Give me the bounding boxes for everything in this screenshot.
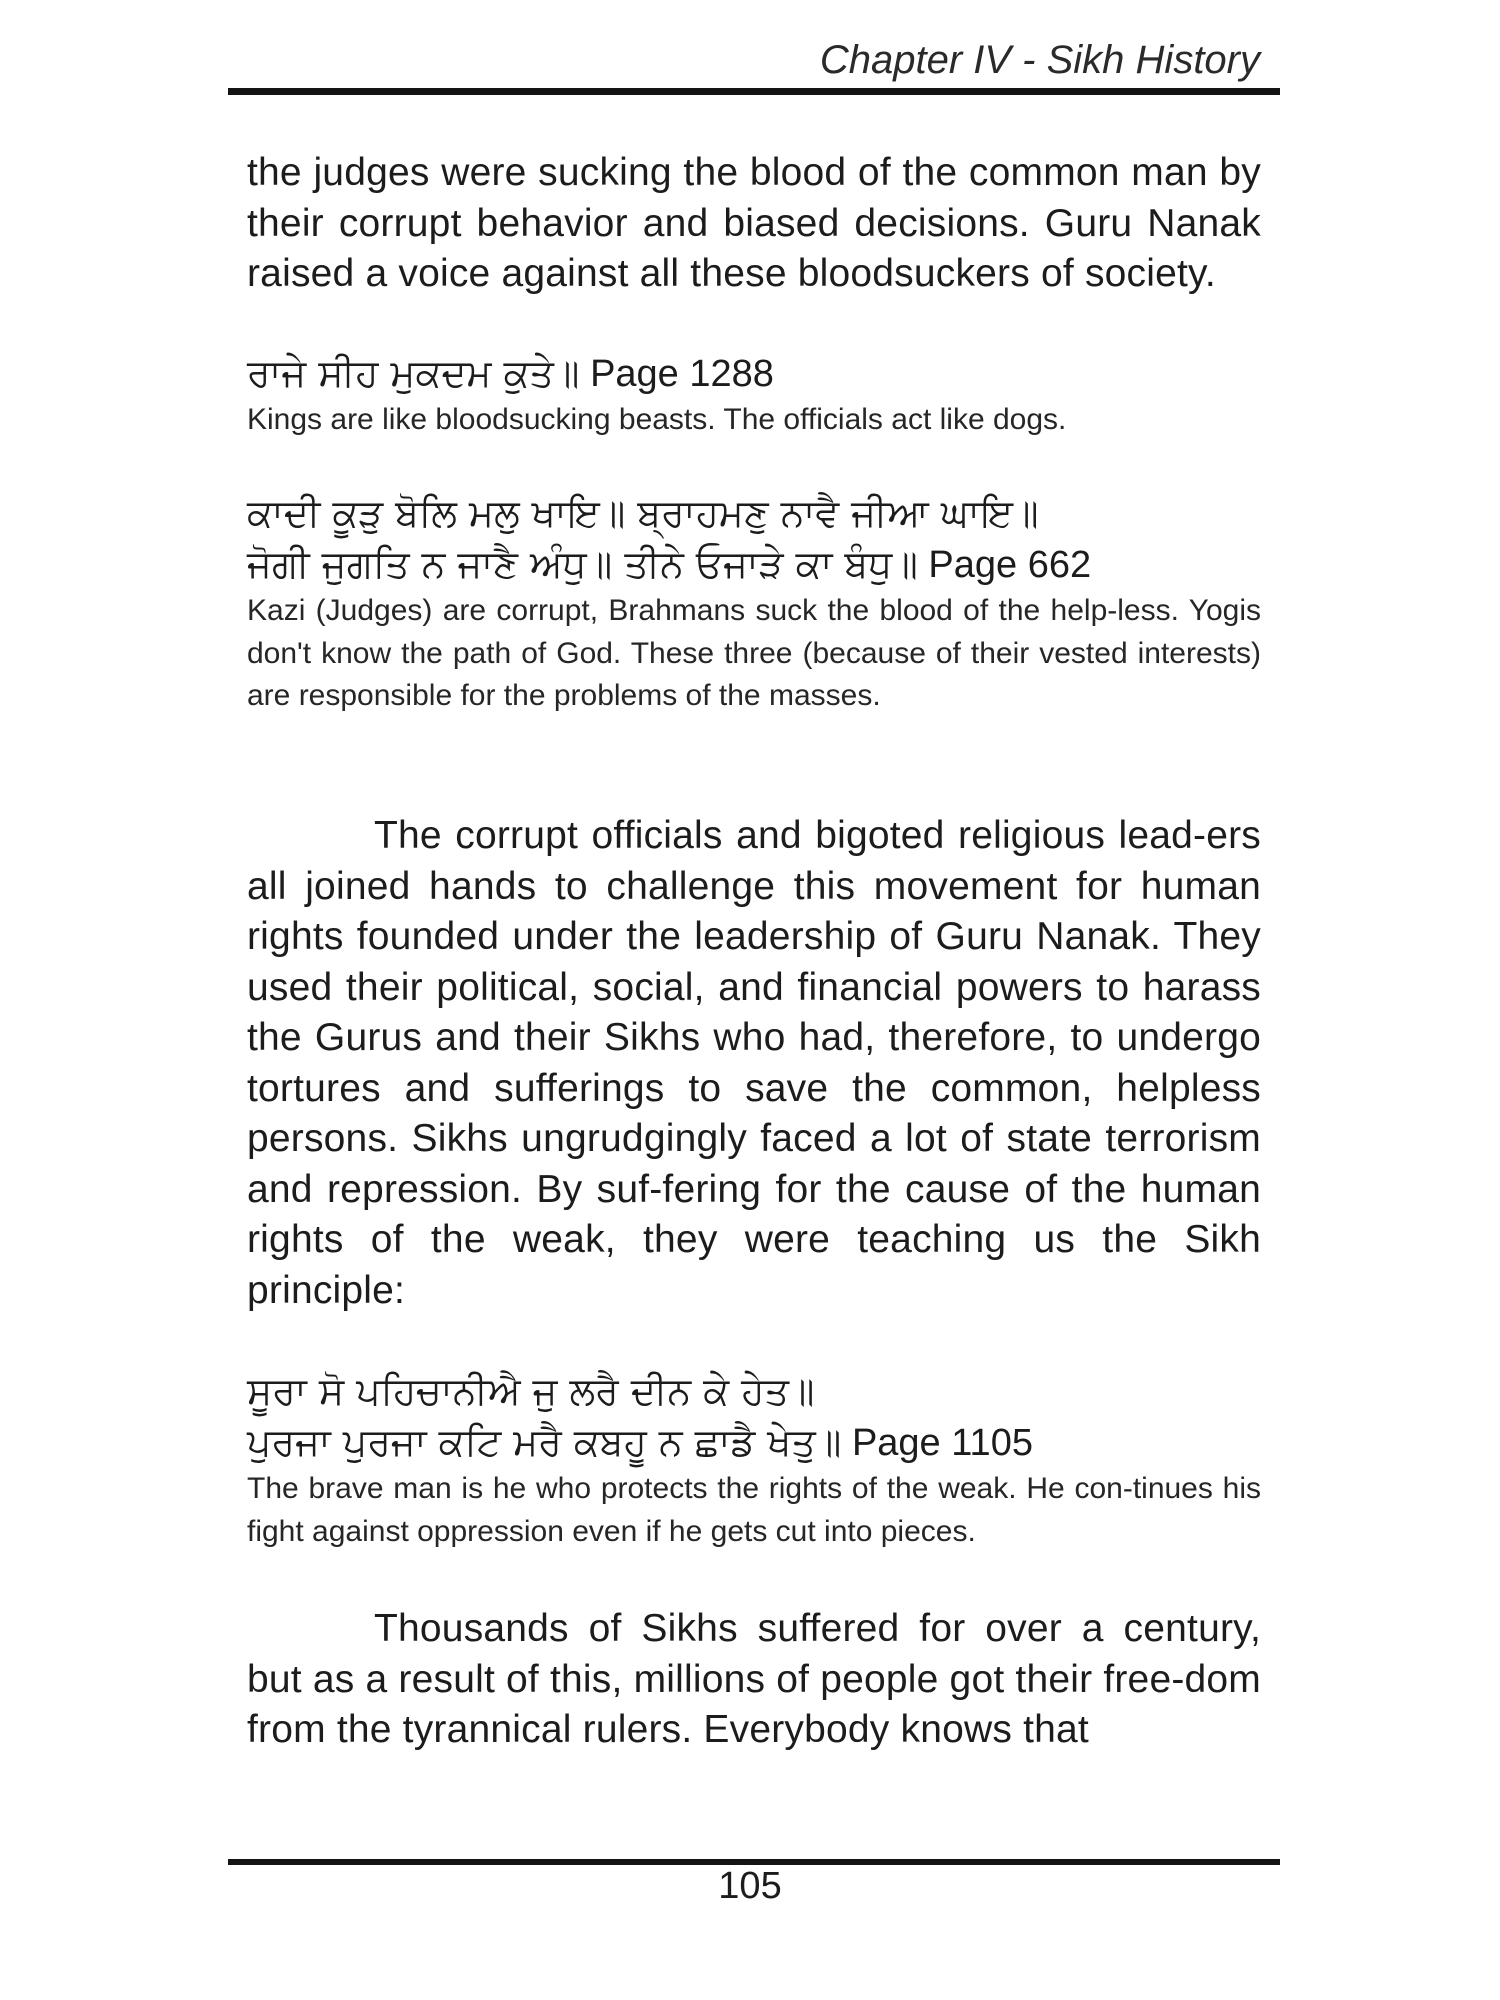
scripture-quote-1 [247,348,1261,442]
gurmukhi-verse: ਸੂਰਾ ਸੋ ਪਹਿਚਾਨੀਐ ਜੁ ਲਰੈ ਦੀਨ ਕੇ ਹੇਤ॥ [247,1369,815,1413]
gurmukhi-verse: ਪੁਰਜਾ ਪੁਰਜਾ ਕਟਿ ਮਰੈ ਕਬਹੂ ਨ ਛਾਡੈ ਖੇਤੁ॥ [247,1420,842,1464]
page-reference: Page 662 [928,544,1092,586]
verse-translation: Kings are like bloodsucking beasts. The officials act like dogs. [247,403,1067,436]
gurmukhi-verse: ਜੋਗੀ ਜੁਗਤਿ ਨ ਜਾਣੈ ਅੰਧੁ॥ ਤੀਨੇ ਓਜਾੜੇ ਕਾ ਬੰਧੁ॥ [247,542,918,586]
header-rule [228,88,1280,95]
scripture-quote-3 [247,1366,1261,1553]
running-head: Chapter IV - Sikh History [819,38,1260,82]
paragraph-corrupt-officials [247,811,1261,1316]
quote-line [247,488,1261,539]
paragraph-text: The corrupt officials and bigoted religious lead-ers all joined hands to challenge this movement for human rights founded under the leadership of Guru Nanak. They used their political, social, and financial powers to harass the Gurus and their Sikhs who had, therefore, to undergo tortures and sufferings to save the common, helpless persons. Sikhs ungrudgingly faced a lot of state terrorism and repression. By suf-fering for the cause of the human rights of the weak, they were teaching us the Sikh principle: [247,814,1261,1312]
page-header [228,34,1278,94]
paragraph-text: Thousands of Sikhs suffered for over a century, but as a result of this, millions of people got their free-dom from the tyrannical rulers. Everybody knows that [247,1607,1261,1751]
paragraph-continuation [247,148,1261,300]
page-reference: Page 1288 [590,353,774,395]
page-reference: Page 1105 [851,1422,1033,1464]
quote-line [247,1366,1261,1417]
scripture-quote-2 [247,488,1261,718]
gurmukhi-verse: ਕਾਦੀ ਕੂੜੁ ਬੋਲਿ ਮਲੁ ਖਾਇ॥ ਬ੍ਰਾਹਮਣੁ ਨਾਵੈ ਜੀਆ ਘਾਇ॥ [247,491,1039,535]
quote-line [247,539,1261,590]
verse-translation: Kazi (Judges) are corrupt, Brahmans suck the blood of the help-less. Yogis don't know the path of God. These three (because of their vested interests) are responsible for the problems of the masses. [247,594,1261,712]
paragraph-thousands-of-sikhs [247,1604,1261,1756]
paragraph-text: the judges were sucking the blood of the common man by their corrupt behavior and biased decisions. Guru Nanak raised a voice against all these bloodsuckers of society. [247,151,1261,295]
gurmukhi-verse: ਰਾਜੇ ਸੀਹ ਮੁਕਦਮ ਕੁਤੇ॥ [247,351,580,395]
verse-translation: The brave man is he who protects the rights of the weak. He con-tinues his fight against oppression even if he gets cut into pieces. [247,1472,1261,1548]
quote-line [247,1417,1261,1468]
quote-line [247,348,1261,399]
page-number: 105 [718,1865,782,1907]
